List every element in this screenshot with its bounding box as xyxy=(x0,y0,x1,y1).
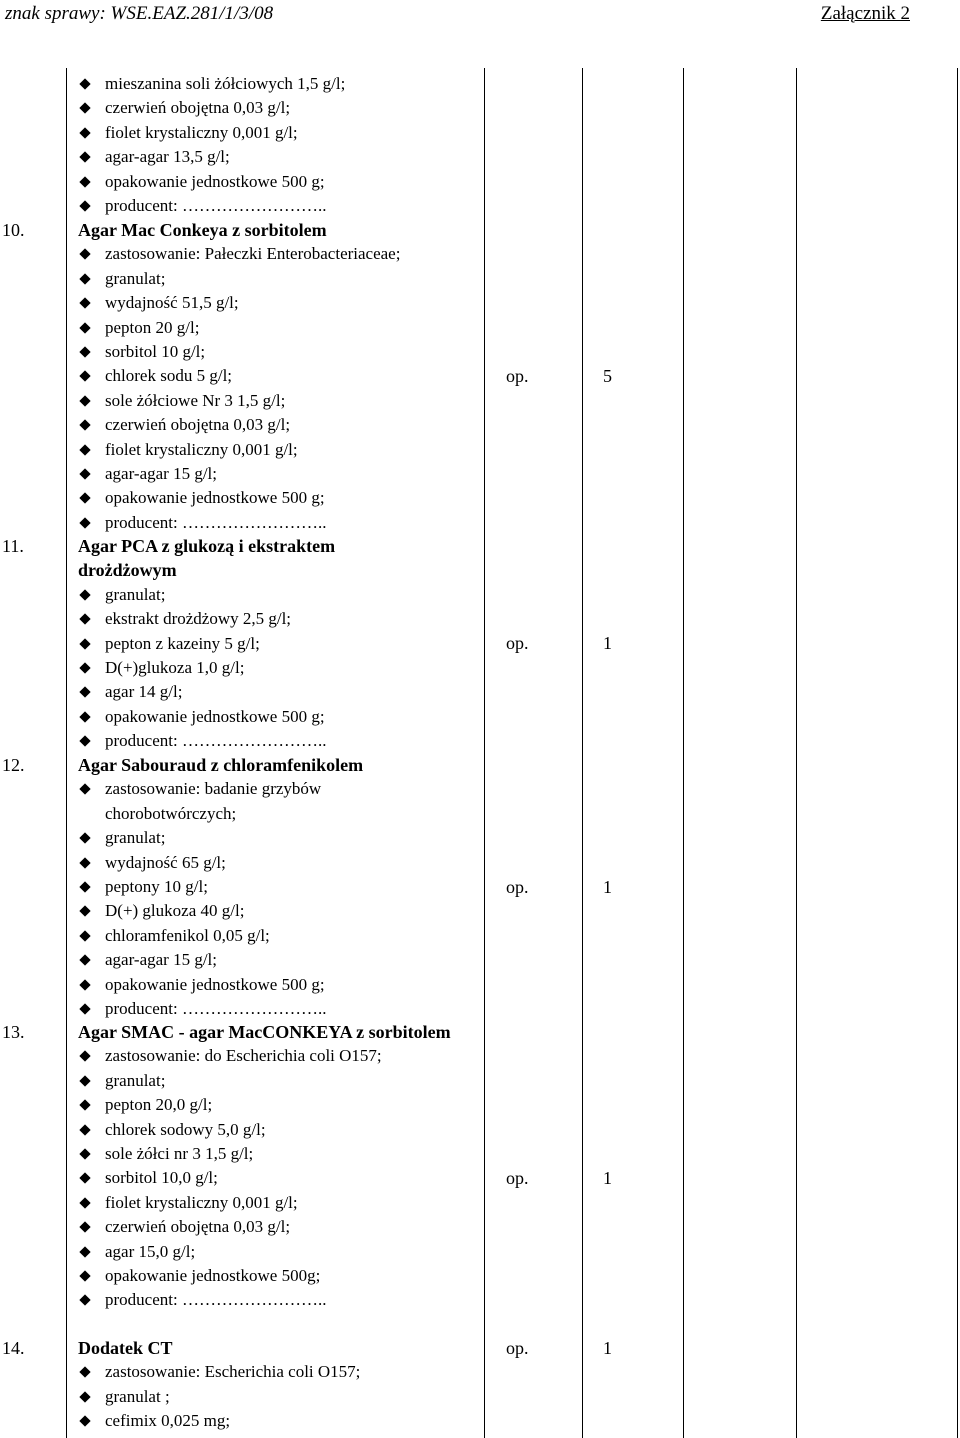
diamond-bullet-icon xyxy=(79,955,90,966)
item-number: 12. xyxy=(2,755,25,775)
list-item: D(+)glukoza 1,0 g/l; xyxy=(78,656,408,680)
table-column-divider xyxy=(484,68,485,1438)
unit-cell: op. xyxy=(506,1168,529,1188)
diamond-bullet-icon xyxy=(79,1003,90,1014)
list-item: peptony 10 g/l; xyxy=(78,875,388,899)
diamond-bullet-icon xyxy=(79,371,90,382)
diamond-bullet-icon xyxy=(79,1075,90,1086)
diamond-bullet-icon xyxy=(79,468,90,479)
diamond-bullet-icon xyxy=(79,298,90,309)
diamond-bullet-icon xyxy=(79,1148,90,1159)
diamond-bullet-icon xyxy=(79,930,90,941)
diamond-bullet-icon xyxy=(79,1391,90,1402)
list-item: granulat; xyxy=(78,1069,458,1093)
diamond-bullet-icon xyxy=(79,857,90,868)
list-item: wydajność 51,5 g/l; xyxy=(78,291,478,315)
diamond-bullet-icon xyxy=(79,687,90,698)
list-item: producent: …………………….. xyxy=(78,511,478,535)
list-item: sorbitol 10 g/l; xyxy=(78,340,478,364)
diamond-bullet-icon xyxy=(79,273,90,284)
list-item: opakowanie jednostkowe 500 g; xyxy=(78,170,478,194)
unit-cell: op. xyxy=(506,366,529,386)
item-title: Agar Sabouraud z chloramfenikolem xyxy=(78,755,364,775)
list-item: granulat; xyxy=(78,826,388,850)
list-item: chlorek sodowy 5,0 g/l; xyxy=(78,1118,458,1142)
item-description xyxy=(78,753,388,1021)
diamond-bullet-icon xyxy=(79,1246,90,1257)
diamond-bullet-icon xyxy=(79,736,90,747)
diamond-bullet-icon xyxy=(79,103,90,114)
diamond-bullet-icon xyxy=(79,1124,90,1135)
item-specs xyxy=(78,72,478,218)
item-description xyxy=(78,218,478,535)
quantity-cell: 1 xyxy=(603,1338,612,1358)
diamond-bullet-icon xyxy=(79,638,90,649)
diamond-bullet-icon xyxy=(79,784,90,795)
list-item: wydajność 65 g/l; xyxy=(78,851,388,875)
diamond-bullet-icon xyxy=(79,176,90,187)
item-title: Agar Mac Conkeya z sorbitolem xyxy=(78,220,327,240)
list-item: mieszanina soli żółciowych 1,5 g/l; xyxy=(78,72,478,96)
list-item: pepton z kazeiny 5 g/l; xyxy=(78,632,408,656)
list-item: agar-agar 13,5 g/l; xyxy=(78,145,478,169)
list-item: sorbitol 10,0 g/l; xyxy=(78,1166,458,1190)
item-description xyxy=(78,72,478,218)
diamond-bullet-icon xyxy=(79,346,90,357)
item-number: 13. xyxy=(2,1022,25,1042)
list-item: sole żółci nr 3 1,5 g/l; xyxy=(78,1142,458,1166)
diamond-bullet-icon xyxy=(79,1222,90,1233)
diamond-bullet-icon xyxy=(79,614,90,625)
diamond-bullet-icon xyxy=(79,493,90,504)
list-item: granulat; xyxy=(78,267,478,291)
diamond-bullet-icon xyxy=(79,322,90,333)
diamond-bullet-icon xyxy=(79,1416,90,1427)
diamond-bullet-icon xyxy=(79,881,90,892)
diamond-bullet-icon xyxy=(79,1367,90,1378)
unit-cell: op. xyxy=(506,633,529,653)
diamond-bullet-icon xyxy=(79,78,90,89)
diamond-bullet-icon xyxy=(79,200,90,211)
diamond-bullet-icon xyxy=(79,249,90,260)
page-header xyxy=(0,0,960,40)
quantity-cell: 1 xyxy=(603,633,612,653)
diamond-bullet-icon xyxy=(79,979,90,990)
item-title: Agar SMAC - agar MacCONKEYA z sorbitolem xyxy=(78,1022,451,1042)
diamond-bullet-icon xyxy=(79,1295,90,1306)
list-item: D(+) glukoza 40 g/l; xyxy=(78,899,388,923)
unit-cell: op. xyxy=(506,1338,529,1358)
list-item: pepton 20 g/l; xyxy=(78,316,478,340)
list-item: producent: …………………….. xyxy=(78,1288,458,1312)
diamond-bullet-icon xyxy=(79,395,90,406)
item-specs xyxy=(78,1044,458,1312)
diamond-bullet-icon xyxy=(79,906,90,917)
list-item: producent: …………………….. xyxy=(78,194,478,218)
table-column-divider xyxy=(582,68,583,1438)
list-item: fiolet krystaliczny 0,001 g/l; xyxy=(78,1191,458,1215)
list-item: opakowanie jednostkowe 500 g; xyxy=(78,486,478,510)
list-item: granulat ; xyxy=(78,1385,478,1409)
table-column-divider xyxy=(66,68,67,1438)
item-description xyxy=(78,534,408,754)
table-column-divider xyxy=(957,68,958,1438)
list-item: chloramfenikol 0,05 g/l; xyxy=(78,924,388,948)
diamond-bullet-icon xyxy=(79,1051,90,1062)
list-item: sole żółciowe Nr 3 1,5 g/l; xyxy=(78,389,478,413)
list-item: zastosowanie: Pałeczki Enterobacteriaceae; xyxy=(78,242,478,266)
diamond-bullet-icon xyxy=(79,1100,90,1111)
diamond-bullet-icon xyxy=(79,420,90,431)
case-reference: znak sprawy: WSE.EAZ.281/1/3/08 xyxy=(5,3,274,24)
item-number: 10. xyxy=(2,220,25,240)
diamond-bullet-icon xyxy=(79,444,90,455)
item-number: 14. xyxy=(2,1338,25,1358)
item-title: Agar PCA z glukozą i ekstraktem drożdżowym xyxy=(78,536,336,581)
table-column-divider xyxy=(796,68,797,1438)
quantity-cell: 5 xyxy=(603,366,612,386)
list-item: producent: …………………….. xyxy=(78,729,408,753)
list-item: granulat; xyxy=(78,583,408,607)
diamond-bullet-icon xyxy=(79,833,90,844)
item-description xyxy=(78,1336,478,1434)
list-item: opakowanie jednostkowe 500g; xyxy=(78,1264,458,1288)
diamond-bullet-icon xyxy=(79,662,90,673)
list-item: ekstrakt drożdżowy 2,5 g/l; xyxy=(78,607,408,631)
list-item: opakowanie jednostkowe 500 g; xyxy=(78,973,388,997)
list-item: agar 14 g/l; xyxy=(78,680,408,704)
attachment-label: Załącznik 2 xyxy=(820,3,910,24)
list-item: opakowanie jednostkowe 500 g; xyxy=(78,705,408,729)
list-item: czerwień obojętna 0,03 g/l; xyxy=(78,413,478,437)
item-specs xyxy=(78,1360,478,1433)
list-item: agar-agar 15 g/l; xyxy=(78,462,478,486)
item-title: Dodatek CT xyxy=(78,1338,173,1358)
diamond-bullet-icon xyxy=(79,127,90,138)
diamond-bullet-icon xyxy=(79,1197,90,1208)
list-item: fiolet krystaliczny 0,001 g/l; xyxy=(78,121,478,145)
list-item: fiolet krystaliczny 0,001 g/l; xyxy=(78,438,478,462)
diamond-bullet-icon xyxy=(79,1270,90,1281)
list-item: agar-agar 15 g/l; xyxy=(78,948,388,972)
list-item: agar 15,0 g/l; xyxy=(78,1240,458,1264)
item-specs xyxy=(78,583,408,754)
list-item: czerwień obojętna 0,03 g/l; xyxy=(78,1215,458,1239)
list-item: cefimix 0,025 mg; xyxy=(78,1409,478,1433)
list-item: czerwień obojętna 0,03 g/l; xyxy=(78,96,478,120)
list-item: zastosowanie: do Escherichia coli O157; xyxy=(78,1044,458,1068)
item-specs xyxy=(78,777,388,1021)
list-item: zastosowanie: badanie grzybów chorobotwórczych; xyxy=(78,777,388,826)
list-item: chlorek sodu 5 g/l; xyxy=(78,364,478,388)
item-description xyxy=(78,1020,458,1313)
quantity-cell: 1 xyxy=(603,877,612,897)
unit-cell: op. xyxy=(506,877,529,897)
diamond-bullet-icon xyxy=(79,711,90,722)
item-specs xyxy=(78,242,478,535)
list-item: pepton 20,0 g/l; xyxy=(78,1093,458,1117)
list-item: zastosowanie: Escherichia coli O157; xyxy=(78,1360,478,1384)
list-item: producent: …………………….. xyxy=(78,997,388,1021)
diamond-bullet-icon xyxy=(79,517,90,528)
item-number: 11. xyxy=(2,536,24,556)
quantity-cell: 1 xyxy=(603,1168,612,1188)
diamond-bullet-icon xyxy=(79,1173,90,1184)
diamond-bullet-icon xyxy=(79,152,90,163)
diamond-bullet-icon xyxy=(79,589,90,600)
table-column-divider xyxy=(683,68,684,1438)
